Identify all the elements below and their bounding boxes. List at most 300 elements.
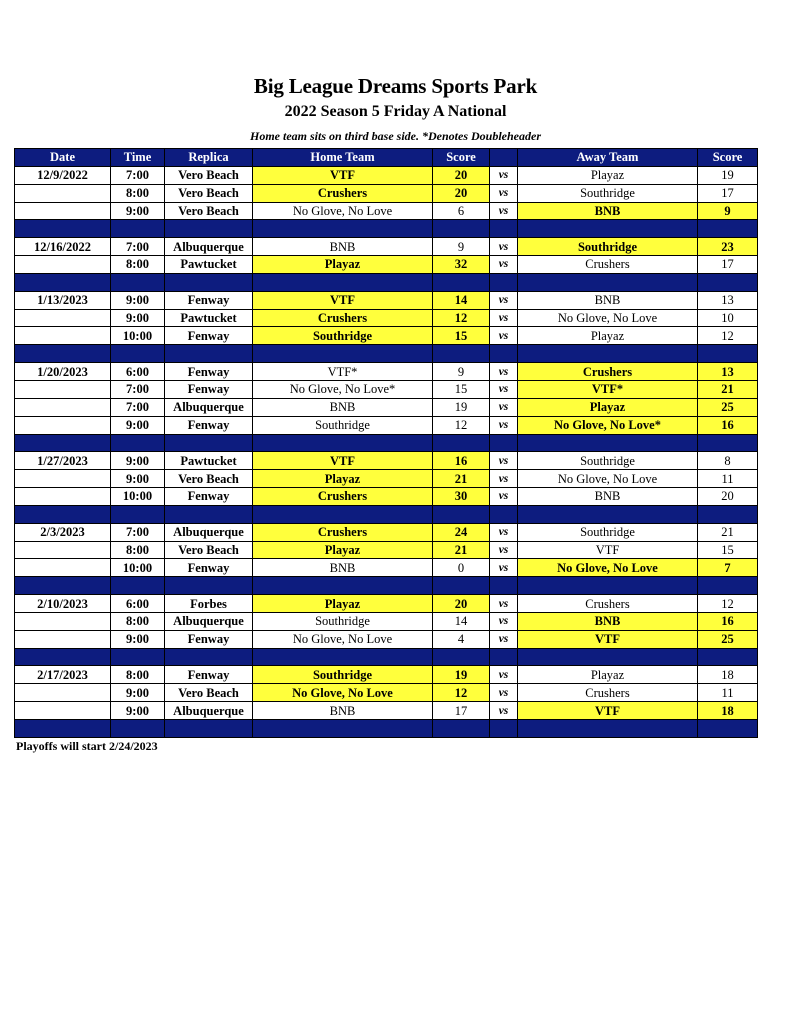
home-team-cell: VTF (253, 452, 433, 470)
separator-cell (490, 434, 518, 452)
separator-cell (698, 273, 758, 291)
away-score-cell: 20 (698, 488, 758, 506)
separator-cell (15, 648, 111, 666)
away-team-cell: VTF* (518, 380, 698, 398)
replica-cell: Vero Beach (165, 166, 253, 184)
replica-cell: Fenway (165, 380, 253, 398)
separator-cell (111, 345, 165, 363)
game-row (15, 523, 758, 541)
away-score-cell: 21 (698, 380, 758, 398)
col-header-replica: Replica (165, 149, 253, 167)
separator-cell (490, 505, 518, 523)
date-cell (15, 684, 111, 702)
date-cell (15, 559, 111, 577)
away-team-cell: Playaz (518, 166, 698, 184)
replica-cell: Albuquerque (165, 398, 253, 416)
replica-cell: Vero Beach (165, 184, 253, 202)
away-team-cell: BNB (518, 612, 698, 630)
week-separator (15, 434, 758, 452)
separator-cell (15, 505, 111, 523)
time-cell: 9:00 (111, 702, 165, 720)
away-score-cell: 17 (698, 256, 758, 274)
date-cell: 12/9/2022 (15, 166, 111, 184)
home-score-cell: 20 (433, 595, 490, 613)
time-cell: 7:00 (111, 523, 165, 541)
home-team-cell: VTF (253, 166, 433, 184)
time-cell: 8:00 (111, 612, 165, 630)
week-separator (15, 220, 758, 238)
col-header-vs (490, 149, 518, 167)
away-team-cell: Playaz (518, 666, 698, 684)
replica-cell: Fenway (165, 363, 253, 381)
away-team-cell: BNB (518, 488, 698, 506)
vs-cell: vs (490, 291, 518, 309)
home-score-cell: 4 (433, 630, 490, 648)
separator-cell (165, 434, 253, 452)
separator-cell (698, 577, 758, 595)
away-team-cell: VTF (518, 541, 698, 559)
vs-cell: vs (490, 684, 518, 702)
home-team-cell: No Glove, No Love (253, 630, 433, 648)
date-cell (15, 327, 111, 345)
game-row (15, 541, 758, 559)
replica-cell: Vero Beach (165, 541, 253, 559)
away-team-cell: Crushers (518, 684, 698, 702)
replica-cell: Vero Beach (165, 684, 253, 702)
separator-cell (518, 273, 698, 291)
time-cell: 9:00 (111, 416, 165, 434)
time-cell: 7:00 (111, 166, 165, 184)
separator-cell (433, 720, 490, 738)
vs-cell: vs (490, 630, 518, 648)
time-cell: 8:00 (111, 184, 165, 202)
home-team-cell: Crushers (253, 184, 433, 202)
home-score-cell: 20 (433, 184, 490, 202)
game-row (15, 666, 758, 684)
separator-cell (433, 434, 490, 452)
date-cell (15, 416, 111, 434)
separator-cell (253, 345, 433, 363)
date-cell (15, 470, 111, 488)
away-score-cell: 7 (698, 559, 758, 577)
game-row (15, 488, 758, 506)
date-cell (15, 612, 111, 630)
time-cell: 8:00 (111, 541, 165, 559)
separator-cell (253, 434, 433, 452)
home-score-cell: 24 (433, 523, 490, 541)
home-score-cell: 0 (433, 559, 490, 577)
time-cell: 7:00 (111, 238, 165, 256)
replica-cell: Vero Beach (165, 470, 253, 488)
away-team-cell: Southridge (518, 184, 698, 202)
away-team-cell: Southridge (518, 238, 698, 256)
home-score-cell: 19 (433, 666, 490, 684)
home-team-cell: BNB (253, 702, 433, 720)
date-cell (15, 202, 111, 220)
time-cell: 7:00 (111, 398, 165, 416)
schedule-body (15, 166, 758, 737)
vs-cell: vs (490, 702, 518, 720)
away-score-cell: 15 (698, 541, 758, 559)
home-score-cell: 14 (433, 612, 490, 630)
time-cell: 8:00 (111, 256, 165, 274)
home-team-cell: No Glove, No Love* (253, 380, 433, 398)
game-row (15, 452, 758, 470)
time-cell: 7:00 (111, 380, 165, 398)
date-cell (15, 380, 111, 398)
away-team-cell: No Glove, No Love (518, 309, 698, 327)
vs-cell: vs (490, 398, 518, 416)
date-cell (15, 398, 111, 416)
vs-cell: vs (490, 470, 518, 488)
separator-cell (518, 648, 698, 666)
vs-cell: vs (490, 541, 518, 559)
home-team-cell: BNB (253, 398, 433, 416)
replica-cell: Albuquerque (165, 238, 253, 256)
separator-cell (15, 720, 111, 738)
home-team-cell: No Glove, No Love (253, 202, 433, 220)
game-row (15, 398, 758, 416)
home-score-cell: 15 (433, 380, 490, 398)
home-score-cell: 12 (433, 684, 490, 702)
vs-cell: vs (490, 202, 518, 220)
separator-cell (490, 345, 518, 363)
separator-cell (490, 220, 518, 238)
home-team-cell: Crushers (253, 488, 433, 506)
home-score-cell: 16 (433, 452, 490, 470)
vs-cell: vs (490, 666, 518, 684)
separator-cell (698, 648, 758, 666)
replica-cell: Albuquerque (165, 523, 253, 541)
separator-cell (433, 220, 490, 238)
home-score-cell: 32 (433, 256, 490, 274)
replica-cell: Pawtucket (165, 309, 253, 327)
vs-cell: vs (490, 488, 518, 506)
home-score-cell: 12 (433, 416, 490, 434)
vs-cell: vs (490, 523, 518, 541)
game-row (15, 363, 758, 381)
separator-cell (111, 505, 165, 523)
separator-cell (698, 505, 758, 523)
home-team-cell: Crushers (253, 523, 433, 541)
separator-cell (15, 220, 111, 238)
home-team-cell: Southridge (253, 666, 433, 684)
away-score-cell: 9 (698, 202, 758, 220)
home-team-cell: BNB (253, 559, 433, 577)
away-score-cell: 25 (698, 398, 758, 416)
home-team-cell: Playaz (253, 470, 433, 488)
separator-cell (698, 220, 758, 238)
home-team-cell: BNB (253, 238, 433, 256)
game-row (15, 291, 758, 309)
separator-cell (253, 220, 433, 238)
time-cell: 9:00 (111, 470, 165, 488)
replica-cell: Fenway (165, 291, 253, 309)
replica-cell: Fenway (165, 666, 253, 684)
home-score-cell: 9 (433, 238, 490, 256)
away-team-cell: Southridge (518, 452, 698, 470)
separator-cell (518, 345, 698, 363)
date-cell (15, 309, 111, 327)
separator-cell (165, 577, 253, 595)
replica-cell: Fenway (165, 630, 253, 648)
time-cell: 9:00 (111, 452, 165, 470)
replica-cell: Fenway (165, 416, 253, 434)
home-team-cell: Southridge (253, 416, 433, 434)
separator-cell (253, 648, 433, 666)
time-cell: 10:00 (111, 488, 165, 506)
separator-cell (253, 577, 433, 595)
home-team-cell: Southridge (253, 612, 433, 630)
date-cell (15, 488, 111, 506)
game-row (15, 416, 758, 434)
home-score-cell: 14 (433, 291, 490, 309)
home-team-cell: Playaz (253, 541, 433, 559)
home-score-cell: 20 (433, 166, 490, 184)
replica-cell: Fenway (165, 327, 253, 345)
time-cell: 10:00 (111, 327, 165, 345)
vs-cell: vs (490, 595, 518, 613)
home-score-cell: 6 (433, 202, 490, 220)
away-score-cell: 21 (698, 523, 758, 541)
game-row (15, 327, 758, 345)
away-team-cell: No Glove, No Love* (518, 416, 698, 434)
time-cell: 6:00 (111, 595, 165, 613)
replica-cell: Albuquerque (165, 702, 253, 720)
replica-cell: Vero Beach (165, 202, 253, 220)
separator-cell (111, 648, 165, 666)
separator-cell (433, 505, 490, 523)
separator-cell (518, 220, 698, 238)
vs-cell: vs (490, 166, 518, 184)
time-cell: 9:00 (111, 630, 165, 648)
replica-cell: Albuquerque (165, 612, 253, 630)
time-cell: 9:00 (111, 684, 165, 702)
separator-cell (15, 434, 111, 452)
replica-cell: Pawtucket (165, 452, 253, 470)
separator-cell (111, 434, 165, 452)
separator-cell (698, 720, 758, 738)
separator-cell (253, 273, 433, 291)
date-cell: 2/3/2023 (15, 523, 111, 541)
away-score-cell: 10 (698, 309, 758, 327)
home-team-cell: No Glove, No Love (253, 684, 433, 702)
time-cell: 6:00 (111, 363, 165, 381)
away-score-cell: 12 (698, 595, 758, 613)
date-cell (15, 184, 111, 202)
separator-cell (165, 345, 253, 363)
away-team-cell: VTF (518, 630, 698, 648)
away-score-cell: 18 (698, 702, 758, 720)
date-cell: 1/20/2023 (15, 363, 111, 381)
vs-cell: vs (490, 452, 518, 470)
away-score-cell: 16 (698, 612, 758, 630)
home-score-cell: 17 (433, 702, 490, 720)
away-score-cell: 25 (698, 630, 758, 648)
home-score-cell: 12 (433, 309, 490, 327)
vs-cell: vs (490, 256, 518, 274)
col-header-home-score: Score (433, 149, 490, 167)
separator-cell (490, 577, 518, 595)
vs-cell: vs (490, 309, 518, 327)
away-team-cell: No Glove, No Love (518, 559, 698, 577)
separator-cell (15, 577, 111, 595)
col-header-away-score: Score (698, 149, 758, 167)
away-team-cell: Crushers (518, 256, 698, 274)
home-score-cell: 19 (433, 398, 490, 416)
game-row (15, 184, 758, 202)
game-row (15, 702, 758, 720)
game-row (15, 595, 758, 613)
separator-cell (165, 648, 253, 666)
away-score-cell: 11 (698, 684, 758, 702)
separator-cell (15, 273, 111, 291)
away-team-cell: VTF (518, 702, 698, 720)
vs-cell: vs (490, 327, 518, 345)
game-row (15, 612, 758, 630)
separator-cell (518, 577, 698, 595)
playoffs-note: Playoffs will start 2/24/2023 (16, 739, 158, 753)
separator-cell (111, 720, 165, 738)
time-cell: 9:00 (111, 291, 165, 309)
replica-cell: Forbes (165, 595, 253, 613)
home-score-cell: 21 (433, 470, 490, 488)
separator-cell (698, 345, 758, 363)
home-team-cell: VTF (253, 291, 433, 309)
away-team-cell: No Glove, No Love (518, 470, 698, 488)
away-score-cell: 13 (698, 291, 758, 309)
separator-cell (518, 505, 698, 523)
separator-cell (433, 273, 490, 291)
page-subtitle: 2022 Season 5 Friday A National (284, 103, 507, 120)
game-row (15, 470, 758, 488)
game-row (15, 684, 758, 702)
separator-cell (518, 434, 698, 452)
away-score-cell: 18 (698, 666, 758, 684)
week-separator (15, 345, 758, 363)
date-cell (15, 256, 111, 274)
week-separator (15, 273, 758, 291)
away-score-cell: 23 (698, 238, 758, 256)
doubleheader-note: Home team sits on third base side. *Denotes Doubleheader (250, 129, 541, 143)
away-score-cell: 11 (698, 470, 758, 488)
replica-cell: Fenway (165, 559, 253, 577)
away-team-cell: Playaz (518, 398, 698, 416)
home-score-cell: 30 (433, 488, 490, 506)
away-team-cell: Crushers (518, 363, 698, 381)
away-team-cell: Crushers (518, 595, 698, 613)
date-cell (15, 702, 111, 720)
game-row (15, 630, 758, 648)
separator-cell (253, 720, 433, 738)
separator-cell (433, 577, 490, 595)
week-separator (15, 648, 758, 666)
game-row (15, 256, 758, 274)
home-team-cell: Southridge (253, 327, 433, 345)
away-team-cell: BNB (518, 202, 698, 220)
date-cell: 2/10/2023 (15, 595, 111, 613)
week-separator (15, 505, 758, 523)
game-row (15, 238, 758, 256)
schedule-table (14, 148, 758, 738)
game-row (15, 309, 758, 327)
away-score-cell: 16 (698, 416, 758, 434)
vs-cell: vs (490, 238, 518, 256)
separator-cell (111, 273, 165, 291)
home-score-cell: 21 (433, 541, 490, 559)
away-score-cell: 8 (698, 452, 758, 470)
time-cell: 9:00 (111, 202, 165, 220)
separator-cell (15, 345, 111, 363)
separator-cell (518, 720, 698, 738)
away-score-cell: 12 (698, 327, 758, 345)
away-team-cell: Playaz (518, 327, 698, 345)
game-row (15, 380, 758, 398)
separator-cell (165, 273, 253, 291)
col-header-time: Time (111, 149, 165, 167)
home-team-cell: Playaz (253, 256, 433, 274)
vs-cell: vs (490, 559, 518, 577)
vs-cell: vs (490, 184, 518, 202)
away-score-cell: 19 (698, 166, 758, 184)
date-cell (15, 541, 111, 559)
away-team-cell: Southridge (518, 523, 698, 541)
home-score-cell: 9 (433, 363, 490, 381)
separator-cell (253, 505, 433, 523)
separator-cell (490, 648, 518, 666)
separator-cell (165, 220, 253, 238)
separator-cell (490, 720, 518, 738)
home-team-cell: Playaz (253, 595, 433, 613)
vs-cell: vs (490, 416, 518, 434)
game-row (15, 559, 758, 577)
header-row (15, 149, 758, 167)
date-cell: 1/27/2023 (15, 452, 111, 470)
separator-cell (165, 505, 253, 523)
date-cell: 1/13/2023 (15, 291, 111, 309)
col-header-away-team: Away Team (518, 149, 698, 167)
col-header-home-team: Home Team (253, 149, 433, 167)
separator-cell (490, 273, 518, 291)
separator-cell (165, 720, 253, 738)
time-cell: 8:00 (111, 666, 165, 684)
replica-cell: Pawtucket (165, 256, 253, 274)
page-title: Big League Dreams Sports Park (253, 74, 538, 98)
separator-cell (433, 648, 490, 666)
replica-cell: Fenway (165, 488, 253, 506)
home-team-cell: VTF* (253, 363, 433, 381)
away-score-cell: 13 (698, 363, 758, 381)
date-cell: 12/16/2022 (15, 238, 111, 256)
separator-cell (111, 577, 165, 595)
week-separator (15, 720, 758, 738)
vs-cell: vs (490, 363, 518, 381)
col-header-date: Date (15, 149, 111, 167)
separator-cell (111, 220, 165, 238)
date-cell: 2/17/2023 (15, 666, 111, 684)
home-score-cell: 15 (433, 327, 490, 345)
game-row (15, 202, 758, 220)
week-separator (15, 577, 758, 595)
time-cell: 10:00 (111, 559, 165, 577)
separator-cell (698, 434, 758, 452)
vs-cell: vs (490, 380, 518, 398)
away-score-cell: 17 (698, 184, 758, 202)
date-cell (15, 630, 111, 648)
vs-cell: vs (490, 612, 518, 630)
game-row (15, 166, 758, 184)
away-team-cell: BNB (518, 291, 698, 309)
